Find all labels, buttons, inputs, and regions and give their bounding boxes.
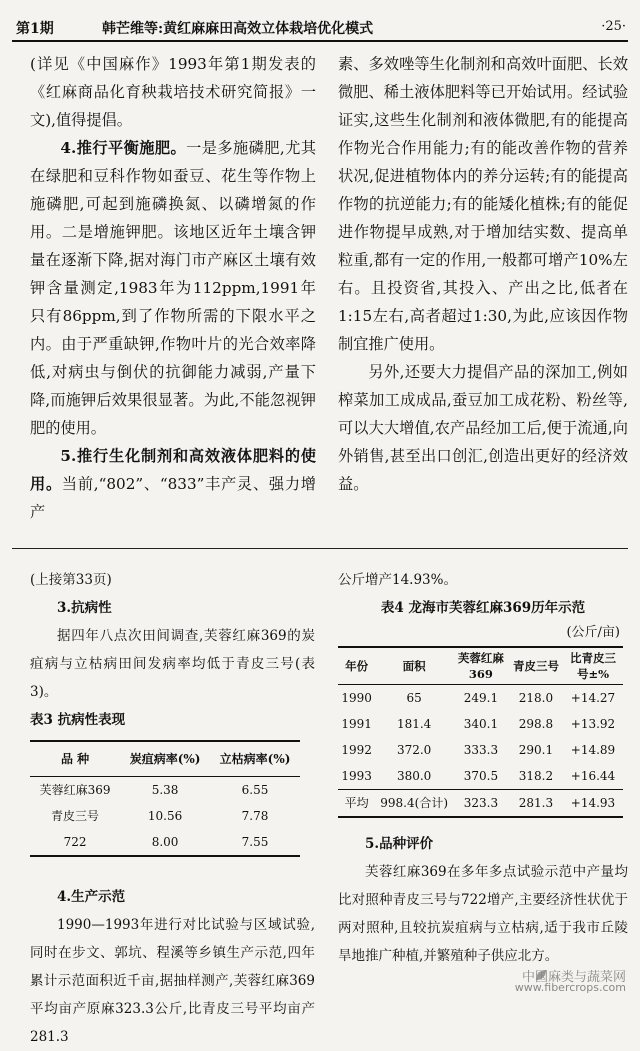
table-cell: 7.55	[210, 829, 300, 856]
table-cell: 998.4(合计)	[375, 790, 453, 818]
bottom-right-column	[338, 566, 628, 970]
paragraph: 1990—1993年进行对比试验与区域试验,同时在步文、郭坑、程溪等乡镇生产示范,四年累计示范面积近千亩,据抽样测产,芙蓉红麻369平均亩产原麻323.3公斤,比青皮三号平均亩产281.3	[30, 917, 315, 1045]
table-cell: 722	[30, 829, 120, 856]
section-heading: 5.推行生化制剂和高效液体肥料的使用。	[30, 447, 316, 493]
page-number: ·25·	[601, 19, 626, 34]
table-row	[338, 763, 623, 790]
table-cell: 8.00	[120, 829, 210, 856]
table-3	[30, 740, 300, 857]
bottom-left-column	[30, 566, 315, 1051]
table-cell: 290.1	[518, 743, 554, 757]
paragraph: 素、多效唑等生化制剂和高效叶面肥、长效微肥、稀土液体肥料等已开始试用。经试验证实,这些生化制剂和液体微肥,有的能提高作物光合作用能力;有的能改善作物的营养状况,促进植物体内的养分运转;有的能提高作物的抗逆能力;有的能矮化植株;有的能促进作物提早成熟,对于增加结实数、提高单粒重,都有一定的作用,一般都可增产10%左右。且投资省,其投入、产出之比,低者在1:15左右,高者超过1:30,为此,应该因作物制宜推广使用。	[338, 55, 628, 353]
table-total-row	[338, 790, 623, 818]
table-cell: 6.55	[241, 783, 269, 797]
section-heading: 5.品种评价	[365, 836, 434, 852]
table-cell: 青皮三号	[51, 809, 100, 823]
table-cell: 249.1	[463, 691, 499, 705]
table-cell: +14.89	[570, 743, 616, 757]
table-header: 面积	[375, 647, 453, 685]
continued-note: (上接第33页)	[30, 572, 112, 588]
table-row	[30, 803, 300, 829]
table-cell: 芙蓉红麻369	[39, 783, 111, 797]
running-header	[12, 14, 628, 42]
section-heading: 4.推行平衡施肥。	[60, 139, 187, 157]
paragraph: 公斤增产14.93%。	[338, 572, 457, 588]
table-row	[338, 737, 623, 763]
table-cell: +16.44	[570, 769, 616, 783]
table-4	[338, 646, 623, 818]
paragraph-section-5	[30, 442, 316, 526]
table-cell: 65	[406, 691, 422, 705]
table-cell: 1990	[341, 691, 372, 705]
table-header: 芙蓉红麻369	[453, 647, 509, 685]
table-header: 青皮三号	[509, 647, 563, 685]
section-divider	[12, 548, 628, 549]
table-cell: 370.5	[463, 769, 499, 783]
table-row	[30, 829, 300, 856]
top-left-column	[30, 50, 316, 526]
table-cell: 7.78	[241, 809, 269, 823]
running-title: 韩芒维等:黄红麻麻田高效立体栽培优化模式	[102, 21, 374, 37]
table-cell: 1993	[341, 769, 372, 783]
table-cell: +14.93	[563, 790, 623, 818]
watermark	[506, 966, 626, 996]
table-cell: 181.4	[396, 717, 432, 731]
watermark-site-name: 中国麻类与蔬菜网	[521, 970, 626, 985]
table-cell: +14.27	[570, 691, 616, 705]
table-cell: 281.3	[509, 790, 563, 818]
table-cell: 323.3	[453, 790, 509, 818]
top-right-column	[338, 50, 628, 498]
table-cell: 333.3	[463, 743, 499, 757]
table-cell: +13.92	[570, 717, 616, 731]
paragraph: (详见《中国麻作》1993年第1期发表的《红麻商品化育秧栽培技术研究简报》一文),值得提倡。	[30, 55, 316, 129]
paragraph: 据四年八点次田间调查,芙蓉红麻369的炭疽病与立枯病田间发病率均低于青皮三号(表3)。	[30, 628, 315, 700]
section-heading: 4.生产示范	[57, 889, 126, 905]
table-row	[338, 711, 623, 737]
section-heading: 3.抗病性	[57, 600, 112, 616]
table-row	[338, 685, 623, 712]
table-4-title: 表4 龙海市芙蓉红麻369历年示范	[380, 600, 586, 616]
table-cell: 1992	[341, 743, 372, 757]
table-4-unit: (公斤/亩)	[566, 625, 620, 640]
paragraph-section-4	[30, 134, 316, 442]
paragraph: 另外,还要大力提倡产品的深加工,例如榨菜加工成成品,蚕豆加工成花粉、粉丝等,可以大大增值,农产品经加工后,便于流通,向外销售,甚至出口创汇,创造出更好的经济效益。	[338, 363, 628, 493]
table-cell: 298.8	[518, 717, 554, 731]
table-cell: 218.0	[518, 691, 554, 705]
table-cell: 340.1	[463, 717, 499, 731]
table-header: 炭疽病率(%)	[120, 741, 210, 777]
table-header: 立枯病率(%)	[210, 741, 300, 777]
table-cell: 平均	[338, 790, 375, 818]
table-cell: 10.56	[147, 809, 183, 823]
paragraph: 芙蓉红麻369在多年多点试验示范中产量均比对照种青皮三号与722增产,主要经济性状优于两对照种,且较抗炭疽病与立枯病,适于我市丘陵旱地推广种植,并繁殖种子供应北方。	[338, 864, 628, 964]
table-header: 年份	[338, 647, 375, 685]
table-cell: 5.38	[151, 783, 179, 797]
table-3-title: 表3 抗病性表现	[30, 712, 126, 728]
table-cell: 372.0	[396, 743, 432, 757]
watermark-url: www.fibercrops.com	[514, 981, 626, 994]
section-body: 当前,“802”、“833”丰产灵、强力增产	[30, 475, 316, 521]
issue-number: 第1期	[16, 21, 54, 37]
section-body: 一是多施磷肥,尤其在绿肥和豆科作物如蚕豆、花生等作物上施磷肥,可起到施磷换氮、以磷增氮的作用。二是增施钾肥。该地区近年土壤含钾量在逐渐下降,据对海门市产麻区土壤有效钾含量测定,1983年为112ppm,1991年只有86ppm,到了作物所需的下限水平之内。由于严重缺钾,作物叶片的光合效率降低,对病虫与倒伏的抗御能力减弱,产量下降,而施钾后效果很显著。为此,不能忽视钾肥的使用。	[30, 139, 317, 437]
table-cell: 380.0	[396, 769, 432, 783]
table-header: 比青皮三号±%	[563, 647, 623, 685]
table-cell: 1991	[341, 717, 372, 731]
table-header: 品 种	[30, 741, 120, 777]
table-row	[30, 777, 300, 804]
table-cell: 318.2	[518, 769, 554, 783]
